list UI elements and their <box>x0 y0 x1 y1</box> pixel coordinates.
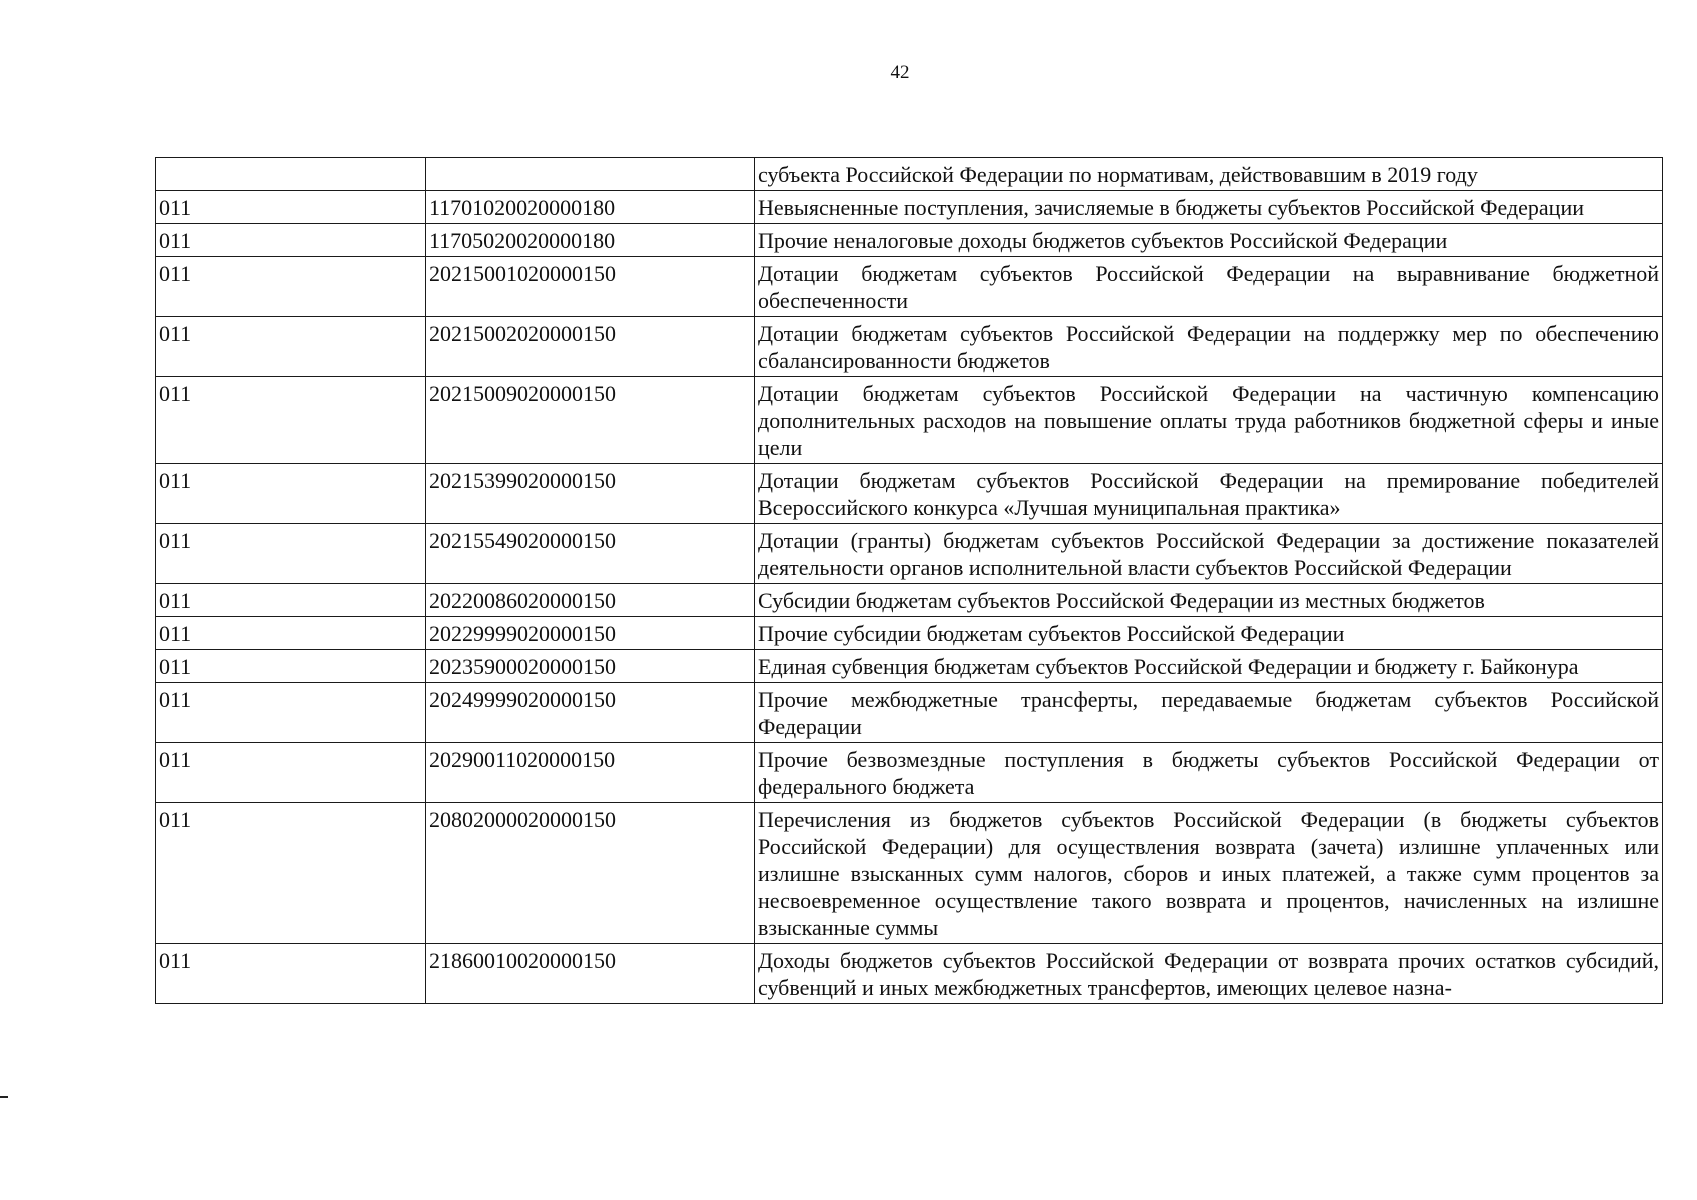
description-cell: Прочие межбюджетные трансферты, передаваемые бюджетам субъектов Российской Федерации <box>755 683 1663 743</box>
table-row <box>156 158 1663 191</box>
table-row <box>156 257 1663 317</box>
budget-code-cell: 21860010020000150 <box>426 944 755 1004</box>
admin-code-cell: 011 <box>156 257 426 317</box>
budget-code-cell: 11701020020000180 <box>426 191 755 224</box>
table-row <box>156 224 1663 257</box>
description-cell: Дотации бюджетам субъектов Российской Федерации на поддержку мер по обеспечению сбалансированности бюджетов <box>755 317 1663 377</box>
admin-code-cell: 011 <box>156 377 426 464</box>
admin-code-cell: 011 <box>156 683 426 743</box>
description-cell: субъекта Российской Федерации по нормативам, действовавшим в 2019 году <box>755 158 1663 191</box>
budget-code-cell: 20802000020000150 <box>426 803 755 944</box>
table-row <box>156 524 1663 584</box>
description-cell: Прочие безвозмездные поступления в бюджеты субъектов Российской Федерации от федерального бюджета <box>755 743 1663 803</box>
admin-code-cell: 011 <box>156 584 426 617</box>
description-cell: Перечисления из бюджетов субъектов Российской Федерации (в бюджеты субъектов Российской Федерации) для осуществления возврата (зачета) излишне уплаченных или излишне взысканных сумм налогов, сборов и иных платежей, а также сумм процентов за несвоевременное осуществление такого возврата и процентов, начисленных на излишне взысканные суммы <box>755 803 1663 944</box>
table-row <box>156 377 1663 464</box>
description-cell: Прочие субсидии бюджетам субъектов Российской Федерации <box>755 617 1663 650</box>
admin-code-cell: 011 <box>156 191 426 224</box>
budget-code-cell <box>426 158 755 191</box>
budget-code-cell: 20235900020000150 <box>426 650 755 683</box>
table-body <box>156 158 1663 1004</box>
table-row <box>156 803 1663 944</box>
description-cell: Дотации (гранты) бюджетам субъектов Российской Федерации за достижение показателей деятельности органов исполнительной власти субъектов Российской Федерации <box>755 524 1663 584</box>
scan-margin-mark <box>0 1096 8 1098</box>
budget-code-cell: 20215549020000150 <box>426 524 755 584</box>
admin-code-cell: 011 <box>156 224 426 257</box>
admin-code-cell: 011 <box>156 803 426 944</box>
admin-code-cell: 011 <box>156 944 426 1004</box>
admin-code-cell: 011 <box>156 464 426 524</box>
budget-code-cell: 20215001020000150 <box>426 257 755 317</box>
table-row <box>156 650 1663 683</box>
table-row <box>156 191 1663 224</box>
budget-code-cell: 20215399020000150 <box>426 464 755 524</box>
budget-code-cell: 20249999020000150 <box>426 683 755 743</box>
description-cell: Прочие неналоговые доходы бюджетов субъектов Российской Федерации <box>755 224 1663 257</box>
table-row <box>156 617 1663 650</box>
budget-code-cell: 20290011020000150 <box>426 743 755 803</box>
table-row <box>156 743 1663 803</box>
admin-code-cell: 011 <box>156 317 426 377</box>
admin-code-cell: 011 <box>156 617 426 650</box>
admin-code-cell: 011 <box>156 650 426 683</box>
description-cell: Субсидии бюджетам субъектов Российской Федерации из местных бюджетов <box>755 584 1663 617</box>
table-row <box>156 317 1663 377</box>
description-cell: Дотации бюджетам субъектов Российской Федерации на премирование победителей Всероссийского конкурса «Лучшая муниципальная практика» <box>755 464 1663 524</box>
description-cell: Дотации бюджетам субъектов Российской Федерации на частичную компенсацию дополнительных расходов на повышение оплаты труда работников бюджетной сферы и иные цели <box>755 377 1663 464</box>
budget-code-cell: 20229999020000150 <box>426 617 755 650</box>
table-row <box>156 944 1663 1004</box>
description-cell: Единая субвенция бюджетам субъектов Российской Федерации и бюджету г. Байконура <box>755 650 1663 683</box>
description-cell: Доходы бюджетов субъектов Российской Федерации от возврата прочих остатков субсидий, субвенций и иных межбюджетных трансфертов, имеющих целевое назна- <box>755 944 1663 1004</box>
admin-code-cell: 011 <box>156 524 426 584</box>
page-number: 42 <box>890 62 910 83</box>
table-row <box>156 683 1663 743</box>
description-cell: Невыясненные поступления, зачисляемые в бюджеты субъектов Российской Федерации <box>755 191 1663 224</box>
budget-code-cell: 20215009020000150 <box>426 377 755 464</box>
table-row <box>156 464 1663 524</box>
budget-code-cell: 20215002020000150 <box>426 317 755 377</box>
description-cell: Дотации бюджетам субъектов Российской Федерации на выравнивание бюджетной обеспеченности <box>755 257 1663 317</box>
admin-code-cell <box>156 158 426 191</box>
admin-code-cell: 011 <box>156 743 426 803</box>
budget-code-cell: 20220086020000150 <box>426 584 755 617</box>
budget-code-cell: 11705020020000180 <box>426 224 755 257</box>
revenue-codes-table <box>155 157 1663 1004</box>
table-row <box>156 584 1663 617</box>
